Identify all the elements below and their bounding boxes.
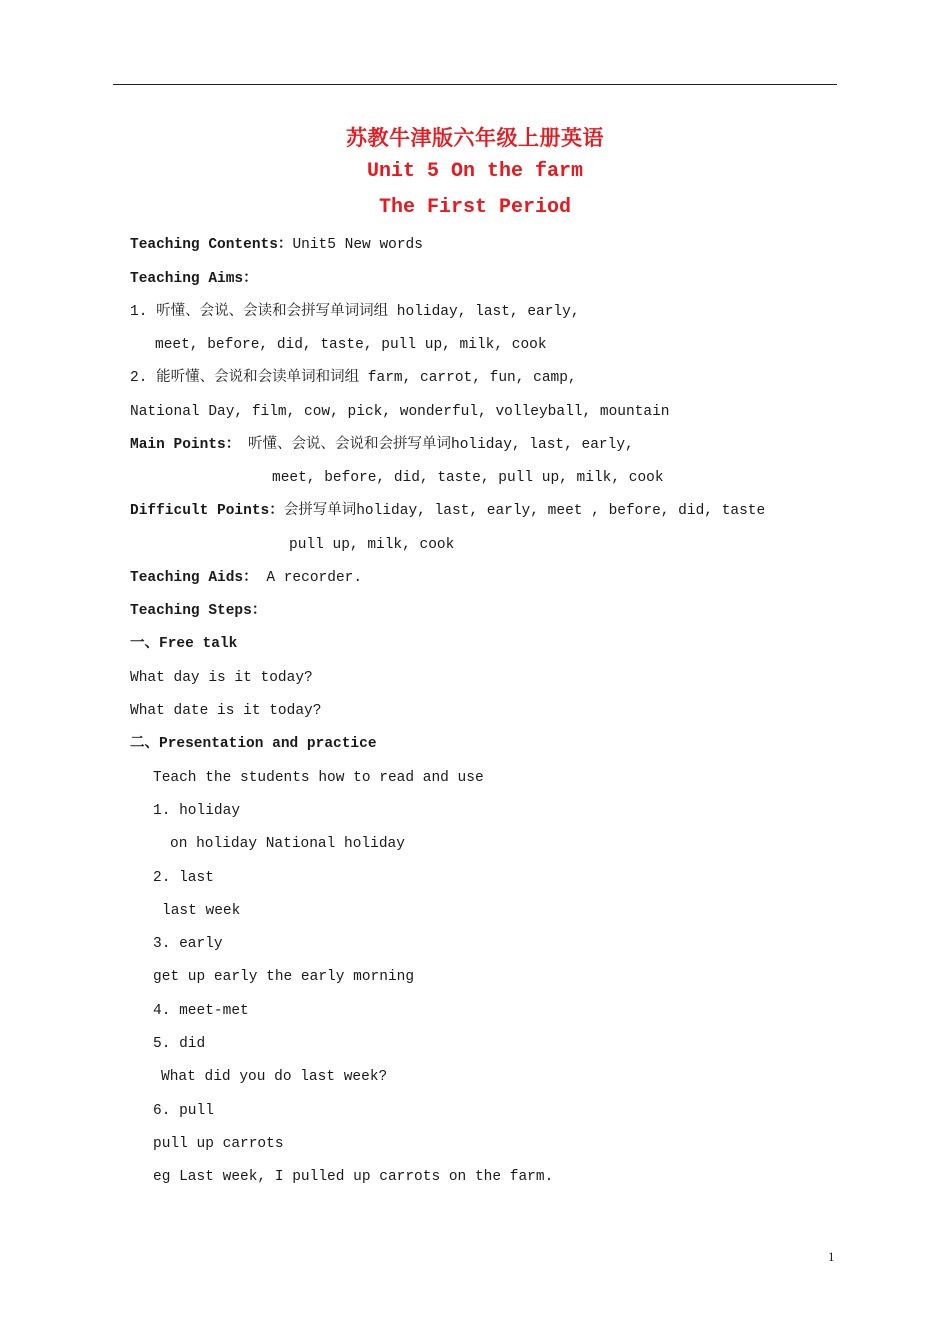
unit-title: Unit 5 On the farm [366,160,584,183]
list-item: What did you do last week? [161,1069,388,1085]
list-item: last week [162,903,241,919]
teaching-aids-label: Teaching Aids： [130,570,258,586]
header-rule [113,84,837,85]
page-number: 1 [828,1249,835,1264]
teaching-steps-label: Teaching Steps： [130,603,267,619]
list-item: 2. last [153,870,214,886]
main-points-line-2: meet, before, did, taste, pull up, milk, cook [272,470,664,486]
teaching-contents [130,236,423,254]
teaching-aims-label: Teaching Aims： [130,271,258,287]
list-item: get up early the early morning [153,969,415,985]
free-talk-question-2: What date is it today? [130,703,322,719]
aims-line-3: 2. 能听懂、会说和会读单词和词组 farm, carrot, fun, camp, [130,370,577,386]
main-points-label: Main Points： [130,437,241,453]
section-1-heading: 一、Free talk [130,636,238,652]
document-title: 苏教牛津版六年级上册英语 [346,125,604,150]
list-item: 4. meet-met [153,1003,249,1019]
period-title: The First Period [378,196,572,219]
list-item: eg Last week, I pulled up carrots on the farm. [153,1169,554,1185]
list-item: 1. holiday [153,803,241,819]
aims-line-1: 1. 听懂、会说、会读和会拼写单词词组 holiday, last, early, [130,304,580,320]
free-talk-question-1: What day is it today? [130,670,313,686]
aims-line-4: National Day, film, cow, pick, wonderful, volleyball, mountain [130,404,670,420]
section-2-heading: 二、Presentation and practice [130,736,377,752]
list-item: 6. pull [153,1103,214,1119]
list-item: 3. early [153,936,223,952]
difficult-points [130,502,765,520]
teaching-contents-value: Unit5 New words [292,237,423,253]
teaching-contents-label: Teaching Contents： [130,237,293,253]
difficult-points-line-2: pull up, milk, cook [289,537,455,553]
teaching-aids [130,569,362,587]
list-item: pull up carrots [153,1136,284,1152]
list-item: 5. did [153,1036,206,1052]
aims-line-2: meet, before, did, taste, pull up, milk, cook [155,337,547,353]
list-item: on holiday National holiday [170,836,405,852]
main-points [130,436,240,454]
difficult-points-label: Difficult Points： [130,503,284,519]
main-points-line-1: 听懂、会说、会说和会拼写单词holiday, last, early, [248,437,634,453]
presentation-intro: Teach the students how to read and use [153,770,484,786]
teaching-aids-value: A recorder. [257,570,363,586]
difficult-points-line-1: 会拼写单词holiday, last, early, meet , before, did, taste [283,503,766,519]
